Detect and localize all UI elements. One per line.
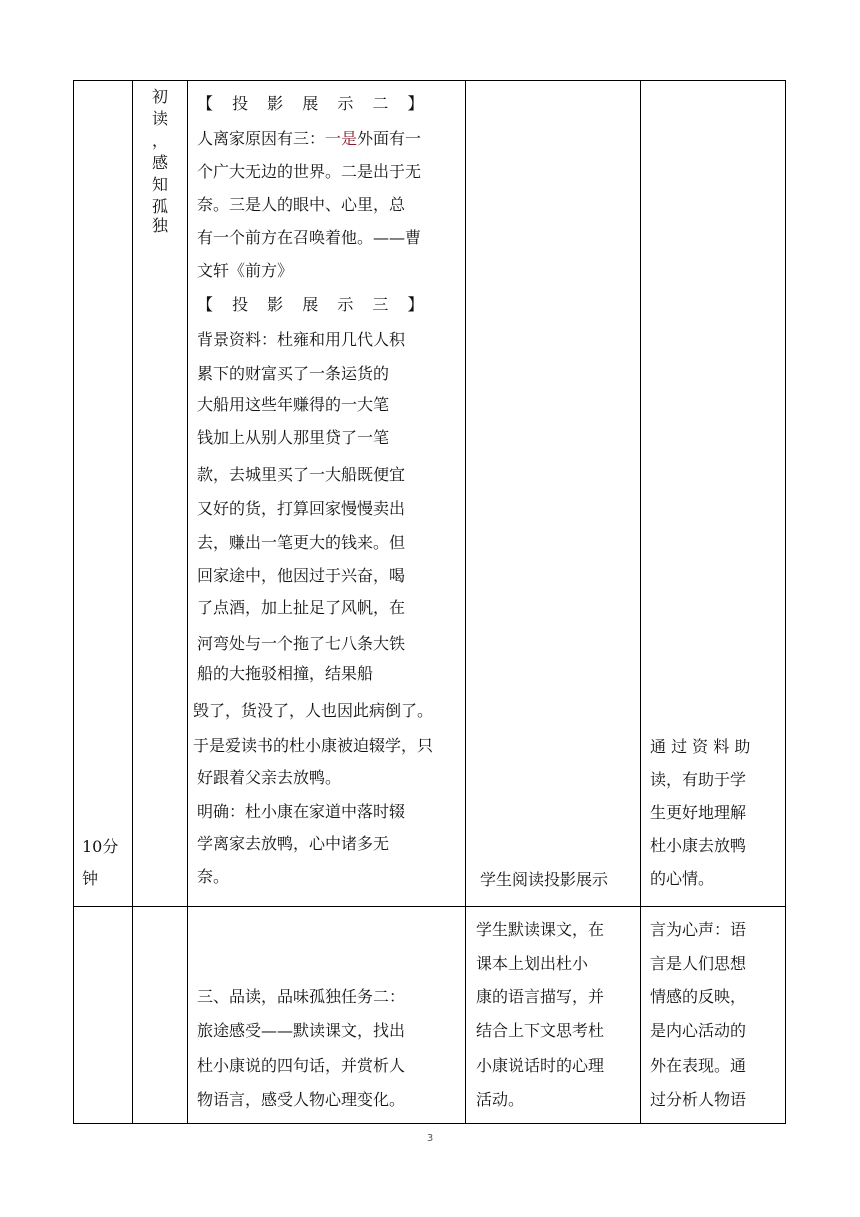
content-line: 奈。 — [197, 867, 230, 886]
column-divider — [465, 80, 466, 1124]
stage-char: 独 — [152, 216, 169, 235]
table-border-right — [785, 80, 786, 1124]
row-divider — [73, 906, 786, 907]
student-activity-text: 学生阅读投影展示 — [480, 870, 609, 889]
student-activity-line: 学生默读课文，在 — [476, 920, 605, 939]
purpose-line: 外在表现。通 — [650, 1056, 747, 1075]
column-divider — [640, 80, 641, 1124]
stage-char: 感 — [151, 153, 168, 172]
content-line: 文轩《前方》 — [197, 261, 294, 280]
purpose-line: 是内心活动的 — [650, 1021, 747, 1040]
purpose-line: 情感的反映， — [650, 987, 747, 1006]
content-line: 了点酒，加上扯足了风帆，在 — [197, 598, 406, 617]
highlighted-text: 一是 — [325, 129, 358, 148]
content-line: 个广大无边的世界。二是出于无 — [197, 162, 422, 181]
content-line: 于是爱读书的杜小康被迫辍学，只 — [193, 736, 434, 755]
content-line: 杜小康说的四句话，并赏析人 — [197, 1056, 406, 1075]
table-border-bottom — [73, 1123, 786, 1124]
student-activity-line: 活动。 — [476, 1090, 525, 1109]
stage-char: 知 — [151, 175, 168, 194]
content-line: 旅途感受——默读课文，找出 — [197, 1021, 406, 1040]
time-cell-bottom: 钟 — [82, 869, 99, 888]
purpose-line: 杜小康去放鸭 — [650, 836, 747, 855]
projection-heading-two: 【 投 影 展 示 二 】 — [197, 94, 431, 113]
purpose-line: 过分析人物语 — [650, 1090, 747, 1109]
purpose-line: 读，有助于学 — [650, 770, 747, 789]
stage-char: 孤 — [151, 197, 168, 216]
content-line: 河弯处与一个拖了七八条大铁 — [197, 634, 406, 653]
content-line: 又好的货，打算回家慢慢卖出 — [197, 499, 406, 518]
content-line: 明确：杜小康在家道中落时辍 — [197, 802, 406, 821]
content-line: 毁了，货没了，人也因此病倒了。 — [193, 701, 434, 720]
stage-char: 初 — [151, 87, 168, 106]
content-line: 去，赚出一笔更大的钱来。但 — [197, 533, 406, 552]
content-line: 款，去城里买了一大船既便宜 — [197, 465, 406, 484]
content-line: 船的大拖驳相撞，结果船 — [197, 664, 374, 683]
purpose-line: 言为心声：语 — [650, 920, 747, 939]
content-line: 背景资料：杜雍和用几代人积 — [197, 330, 406, 349]
page-number: 3 — [426, 1133, 434, 1144]
content-line: 累下的财富买了一条运货的 — [197, 364, 390, 383]
projection-heading-three: 【 投 影 展 示 三 】 — [197, 295, 431, 314]
column-divider — [132, 80, 133, 1124]
content-line: 人离家原因有三：一是外面有一 — [197, 129, 422, 148]
content-line: 大船用这些年赚得的一大笔 — [197, 395, 390, 414]
purpose-line: 通 过 资 料 助 — [650, 737, 751, 756]
content-line: 回家途中，他因过于兴奋，喝 — [197, 566, 406, 585]
content-line: 学离家去放鸭，心中诸多无 — [197, 834, 390, 853]
student-activity-line: 康的语言描写，并 — [476, 987, 605, 1006]
purpose-line: 言是人们思想 — [650, 954, 747, 973]
content-line: 三、品读，品味孤独任务二： — [197, 987, 406, 1006]
table-border-left — [73, 80, 74, 1124]
content-line: 钱加上从别人那里贷了一笔 — [197, 428, 390, 447]
column-divider — [187, 80, 188, 1124]
content-line: 有一个前方在召唤着他。——曹 — [197, 228, 422, 247]
student-activity-line: 课本上划出杜小 — [476, 954, 589, 973]
student-activity-line: 结合上下文思考杜 — [476, 1021, 605, 1040]
stage-char: 读 — [151, 109, 168, 128]
content-line: 物语言，感受人物心理变化。 — [197, 1090, 406, 1109]
stage-char: ， — [151, 131, 168, 150]
time-cell-top: 10分 — [82, 837, 119, 856]
content-line: 奈。三是人的眼中、心里，总 — [197, 195, 406, 214]
table-border-top — [73, 80, 786, 81]
student-activity-line: 小康说话时的心理 — [476, 1056, 605, 1075]
content-line: 好跟着父亲去放鸭。 — [197, 768, 342, 787]
purpose-line: 生更好地理解 — [650, 803, 747, 822]
purpose-line: 的心情。 — [650, 869, 715, 888]
stage-cell-vertical-text — [148, 86, 172, 218]
